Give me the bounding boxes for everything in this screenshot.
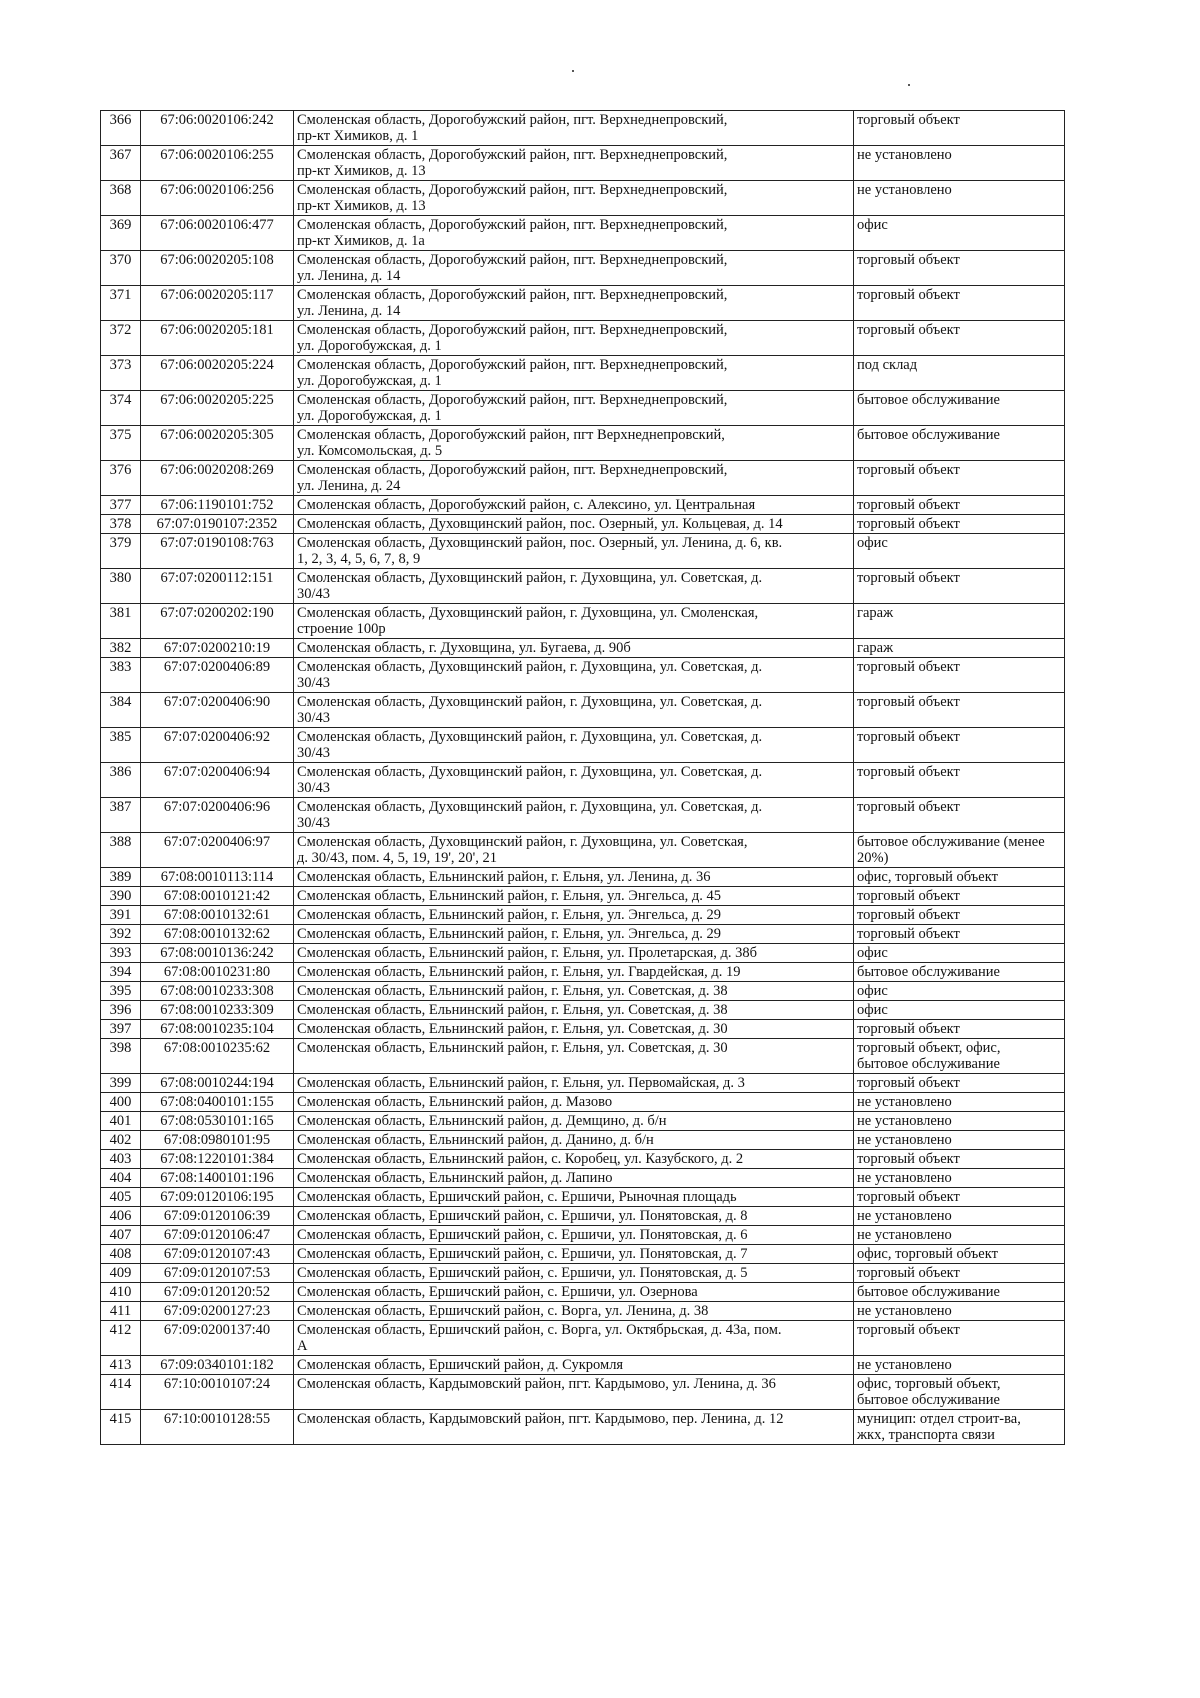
table-row [101,426,1065,461]
usage-type: бытовое обслуживание (менее 20%) [854,833,1065,868]
address: Смоленская область, Дорогобужский район, пгт. Верхнеднепровский, пр-кт Химиков, д. 13 [294,181,854,216]
row-number: 392 [101,925,141,944]
table-row [101,1150,1065,1169]
address: Смоленская область, Духовщинский район, пос. Озерный, ул. Ленина, д. 6, кв. 1, 2, 3, 4, 5, 6, 7, 8, 9 [294,534,854,569]
address: Смоленская область, Духовщинский район, г. Духовщина, ул. Советская, д. 30/43, пом. 4, 5, 19, 19', 20', 21 [294,833,854,868]
cadastral-number: 67:08:0400101:155 [141,1093,294,1112]
row-number: 366 [101,111,141,146]
row-number: 385 [101,728,141,763]
row-number: 386 [101,763,141,798]
row-number: 405 [101,1188,141,1207]
table-row [101,639,1065,658]
row-number: 407 [101,1226,141,1245]
cadastral-number: 67:07:0200406:97 [141,833,294,868]
address: Смоленская область, Дорогобужский район, пгт Верхнеднепровский, ул. Комсомольская, д. 5 [294,426,854,461]
row-number: 387 [101,798,141,833]
usage-type: офис [854,1001,1065,1020]
table-row [101,1188,1065,1207]
cadastral-number: 67:06:1190101:752 [141,496,294,515]
table-row [101,1410,1065,1445]
row-number: 403 [101,1150,141,1169]
cadastral-number: 67:08:0010233:309 [141,1001,294,1020]
address: Смоленская область, Ершичский район, с. Ершичи, ул. Понятовская, д. 7 [294,1245,854,1264]
address: Смоленская область, Ершичский район, д. Сукромля [294,1356,854,1375]
table-row [101,1039,1065,1074]
address: Смоленская область, Духовщинский район, г. Духовщина, ул. Советская, д. 30/43 [294,658,854,693]
row-number: 410 [101,1283,141,1302]
row-number: 394 [101,963,141,982]
address: Смоленская область, Ельнинский район, г. Ельня, ул. Советская, д. 30 [294,1039,854,1074]
cadastral-number: 67:08:1400101:196 [141,1169,294,1188]
table-row [101,1356,1065,1375]
address: Смоленская область, г. Духовщина, ул. Бугаева, д. 90б [294,639,854,658]
usage-type: торговый объект [854,569,1065,604]
row-number: 373 [101,356,141,391]
table-row [101,798,1065,833]
table-row [101,982,1065,1001]
table-row [101,181,1065,216]
cadastral-number: 67:06:0020106:255 [141,146,294,181]
cadastral-number: 67:07:0200210:19 [141,639,294,658]
table-row [101,1112,1065,1131]
usage-type: торговый объект [854,461,1065,496]
address: Смоленская область, Ельнинский район, г. Ельня, ул. Энгельса, д. 45 [294,887,854,906]
usage-type: торговый объект [854,515,1065,534]
address: Смоленская область, Духовщинский район, г. Духовщина, ул. Советская, д. 30/43 [294,763,854,798]
row-number: 397 [101,1020,141,1039]
row-number: 367 [101,146,141,181]
usage-type: не установлено [854,1226,1065,1245]
table-row [101,963,1065,982]
table-row [101,887,1065,906]
usage-type: не установлено [854,1112,1065,1131]
cadastral-number: 67:06:0020208:269 [141,461,294,496]
cadastral-number: 67:08:0010136:242 [141,944,294,963]
table-row [101,251,1065,286]
table-row [101,515,1065,534]
address: Смоленская область, Ельнинский район, г. Ельня, ул. Советская, д. 38 [294,982,854,1001]
address: Смоленская область, Духовщинский район, г. Духовщина, ул. Советская, д. 30/43 [294,569,854,604]
cadastral-number: 67:08:0010132:61 [141,906,294,925]
cadastral-number: 67:09:0120120:52 [141,1283,294,1302]
row-number: 388 [101,833,141,868]
table-row [101,944,1065,963]
table-row [101,1264,1065,1283]
address: Смоленская область, Ершичский район, с. Ершичи, ул. Понятовская, д. 8 [294,1207,854,1226]
row-number: 406 [101,1207,141,1226]
row-number: 412 [101,1321,141,1356]
usage-type: под склад [854,356,1065,391]
row-number: 376 [101,461,141,496]
row-number: 371 [101,286,141,321]
cadastral-number: 67:06:0020205:224 [141,356,294,391]
cadastral-number: 67:06:0020205:108 [141,251,294,286]
row-number: 377 [101,496,141,515]
table-row [101,1074,1065,1093]
usage-type: бытовое обслуживание [854,426,1065,461]
cadastral-number: 67:08:0980101:95 [141,1131,294,1150]
row-number: 409 [101,1264,141,1283]
usage-type: гараж [854,639,1065,658]
row-number: 382 [101,639,141,658]
table-row [101,728,1065,763]
address: Смоленская область, Ельнинский район, г. Ельня, ул. Энгельса, д. 29 [294,906,854,925]
row-number: 383 [101,658,141,693]
usage-type: торговый объект [854,1020,1065,1039]
cadastral-number: 67:08:0010235:104 [141,1020,294,1039]
row-number: 368 [101,181,141,216]
address: Смоленская область, Ельнинский район, г. Ельня, ул. Энгельса, д. 29 [294,925,854,944]
cadastral-number: 67:08:0010231:80 [141,963,294,982]
row-number: 400 [101,1093,141,1112]
row-number: 370 [101,251,141,286]
cadastral-number: 67:07:0200202:190 [141,604,294,639]
cadastral-number: 67:08:0010244:194 [141,1074,294,1093]
row-number: 398 [101,1039,141,1074]
address: Смоленская область, Ельнинский район, г. Ельня, ул. Советская, д. 30 [294,1020,854,1039]
table-row [101,461,1065,496]
usage-type: бытовое обслуживание [854,391,1065,426]
row-number: 415 [101,1410,141,1445]
table-row [101,906,1065,925]
address: Смоленская область, Ельнинский район, д. Данино, д. б/н [294,1131,854,1150]
table-row [101,286,1065,321]
usage-type: бытовое обслуживание [854,1283,1065,1302]
cadastral-number: 67:06:0020106:256 [141,181,294,216]
table-row [101,604,1065,639]
address: Смоленская область, Ершичский район, с. Ворга, ул. Ленина, д. 38 [294,1302,854,1321]
table-row [101,1321,1065,1356]
usage-type: не установлено [854,1093,1065,1112]
address: Смоленская область, Дорогобужский район, с. Алексино, ул. Центральная [294,496,854,515]
table-row [101,1131,1065,1150]
table-row [101,111,1065,146]
usage-type: офис, торговый объект, бытовое обслуживание [854,1375,1065,1410]
usage-type: офис, торговый объект [854,868,1065,887]
row-number: 378 [101,515,141,534]
address: Смоленская область, Кардымовский район, пгт. Кардымово, ул. Ленина, д. 36 [294,1375,854,1410]
row-number: 413 [101,1356,141,1375]
row-number: 372 [101,321,141,356]
address: Смоленская область, Духовщинский район, г. Духовщина, ул. Советская, д. 30/43 [294,693,854,728]
table-row [101,1283,1065,1302]
table-row [101,496,1065,515]
usage-type: бытовое обслуживание [854,963,1065,982]
row-number: 399 [101,1074,141,1093]
address: Смоленская область, Ельнинский район, д. Демщино, д. б/н [294,1112,854,1131]
address: Смоленская область, Дорогобужский район, пгт. Верхнеднепровский, ул. Дорогобужская, д. 1 [294,391,854,426]
table-row [101,391,1065,426]
usage-type: торговый объект [854,251,1065,286]
usage-type: торговый объект [854,887,1065,906]
row-number: 414 [101,1375,141,1410]
address: Смоленская область, Дорогобужский район, пгт. Верхнеднепровский, пр-кт Химиков, д. 13 [294,146,854,181]
table-row [101,1226,1065,1245]
cadastral-number: 67:08:0010233:308 [141,982,294,1001]
table-row [101,1093,1065,1112]
usage-type: офис, торговый объект [854,1245,1065,1264]
address: Смоленская область, Ельнинский район, г. Ельня, ул. Гвардейская, д. 19 [294,963,854,982]
cadastral-number: 67:06:0020205:117 [141,286,294,321]
address: Смоленская область, Духовщинский район, пос. Озерный, ул. Кольцевая, д. 14 [294,515,854,534]
cadastral-number: 67:07:0200406:96 [141,798,294,833]
usage-type: не установлено [854,1356,1065,1375]
usage-type: торговый объект, офис, бытовое обслуживание [854,1039,1065,1074]
row-number: 381 [101,604,141,639]
cadastral-number: 67:09:0200127:23 [141,1302,294,1321]
cadastral-number: 67:07:0200406:90 [141,693,294,728]
usage-type: не установлено [854,1302,1065,1321]
address: Смоленская область, Дорогобужский район, пгт. Верхнеднепровский, ул. Дорогобужская, д. 1 [294,321,854,356]
row-number: 393 [101,944,141,963]
address: Смоленская область, Дорогобужский район, пгт. Верхнеднепровский, пр-кт Химиков, д. 1 [294,111,854,146]
address: Смоленская область, Кардымовский район, пгт. Кардымово, пер. Ленина, д. 12 [294,1410,854,1445]
table-row [101,1001,1065,1020]
usage-type: торговый объект [854,111,1065,146]
cadastral-number: 67:10:0010107:24 [141,1375,294,1410]
address: Смоленская область, Дорогобужский район, пгт. Верхнеднепровский, пр-кт Химиков, д. 1а [294,216,854,251]
address: Смоленская область, Духовщинский район, г. Духовщина, ул. Смоленская, строение 100р [294,604,854,639]
table-row [101,356,1065,391]
row-number: 391 [101,906,141,925]
row-number: 375 [101,426,141,461]
usage-type: гараж [854,604,1065,639]
usage-type: не установлено [854,1207,1065,1226]
address: Смоленская область, Духовщинский район, г. Духовщина, ул. Советская, д. 30/43 [294,728,854,763]
address: Смоленская область, Дорогобужский район, пгт. Верхнеднепровский, ул. Ленина, д. 14 [294,286,854,321]
table-row [101,1245,1065,1264]
address: Смоленская область, Ельнинский район, г. Ельня, ул. Первомайская, д. 3 [294,1074,854,1093]
usage-type: офис [854,216,1065,251]
cadastral-number: 67:09:0200137:40 [141,1321,294,1356]
table-row [101,868,1065,887]
cadastral-number: 67:07:0200406:94 [141,763,294,798]
address: Смоленская область, Дорогобужский район, пгт. Верхнеднепровский, ул. Дорогобужская, д. 1 [294,356,854,391]
cadastral-number: 67:09:0120106:195 [141,1188,294,1207]
cadastral-number: 67:07:0200112:151 [141,569,294,604]
usage-type: офис [854,944,1065,963]
usage-type: не установлено [854,1131,1065,1150]
cadastral-number: 67:08:0010121:42 [141,887,294,906]
cadastral-number: 67:07:0190107:2352 [141,515,294,534]
cadastral-number: 67:08:0530101:165 [141,1112,294,1131]
address: Смоленская область, Духовщинский район, г. Духовщина, ул. Советская, д. 30/43 [294,798,854,833]
usage-type: торговый объект [854,1150,1065,1169]
registry-table [100,110,1065,1445]
table-row [101,216,1065,251]
address: Смоленская область, Ельнинский район, г. Ельня, ул. Пролетарская, д. 38б [294,944,854,963]
usage-type: торговый объект [854,1074,1065,1093]
row-number: 395 [101,982,141,1001]
address: Смоленская область, Дорогобужский район, пгт. Верхнеднепровский, ул. Ленина, д. 24 [294,461,854,496]
usage-type: торговый объект [854,1321,1065,1356]
usage-type: офис [854,534,1065,569]
row-number: 374 [101,391,141,426]
address: Смоленская область, Ершичский район, с. Ворга, ул. Октябрьская, д. 43а, пом. А [294,1321,854,1356]
usage-type: не установлено [854,1169,1065,1188]
address: Смоленская область, Ершичский район, с. Ершичи, ул. Понятовская, д. 5 [294,1264,854,1283]
scan-speck [572,70,574,72]
table-row [101,1207,1065,1226]
cadastral-number: 67:06:0020106:477 [141,216,294,251]
address: Смоленская область, Дорогобужский район, пгт. Верхнеднепровский, ул. Ленина, д. 14 [294,251,854,286]
table-row [101,569,1065,604]
usage-type: торговый объект [854,286,1065,321]
row-number: 396 [101,1001,141,1020]
usage-type: не установлено [854,146,1065,181]
table-row [101,693,1065,728]
usage-type: не установлено [854,181,1065,216]
row-number: 369 [101,216,141,251]
row-number: 411 [101,1302,141,1321]
cadastral-number: 67:06:0020205:181 [141,321,294,356]
table-row [101,1020,1065,1039]
table-row [101,658,1065,693]
usage-type: торговый объект [854,321,1065,356]
table-row [101,146,1065,181]
cadastral-number: 67:09:0340101:182 [141,1356,294,1375]
row-number: 384 [101,693,141,728]
usage-type: торговый объект [854,693,1065,728]
cadastral-number: 67:10:0010128:55 [141,1410,294,1445]
address: Смоленская область, Ельнинский район, д. Мазово [294,1093,854,1112]
row-number: 380 [101,569,141,604]
usage-type: торговый объект [854,496,1065,515]
usage-type: торговый объект [854,658,1065,693]
table-row [101,833,1065,868]
address: Смоленская область, Ельнинский район, д. Лапино [294,1169,854,1188]
cadastral-number: 67:06:0020205:225 [141,391,294,426]
row-number: 408 [101,1245,141,1264]
cadastral-number: 67:06:0020205:305 [141,426,294,461]
usage-type: торговый объект [854,798,1065,833]
cadastral-number: 67:07:0200406:89 [141,658,294,693]
row-number: 379 [101,534,141,569]
address: Смоленская область, Ершичский район, с. Ершичи, Рыночная площадь [294,1188,854,1207]
usage-type: торговый объект [854,1264,1065,1283]
table-row [101,763,1065,798]
usage-type: муницип: отдел строит-ва, жкх, транспорта связи [854,1410,1065,1445]
cadastral-number: 67:08:0010132:62 [141,925,294,944]
row-number: 390 [101,887,141,906]
cadastral-number: 67:07:0190108:763 [141,534,294,569]
address: Смоленская область, Ельнинский район, г. Ельня, ул. Советская, д. 38 [294,1001,854,1020]
address: Смоленская область, Ельнинский район, с. Коробец, ул. Казубского, д. 2 [294,1150,854,1169]
cadastral-number: 67:09:0120106:39 [141,1207,294,1226]
table-row [101,1375,1065,1410]
usage-type: торговый объект [854,906,1065,925]
row-number: 389 [101,868,141,887]
cadastral-number: 67:09:0120106:47 [141,1226,294,1245]
address: Смоленская область, Ельнинский район, г. Ельня, ул. Ленина, д. 36 [294,868,854,887]
usage-type: торговый объект [854,763,1065,798]
table-row [101,925,1065,944]
address: Смоленская область, Ершичский район, с. Ершичи, ул. Озернова [294,1283,854,1302]
row-number: 404 [101,1169,141,1188]
usage-type: торговый объект [854,728,1065,763]
cadastral-number: 67:08:1220101:384 [141,1150,294,1169]
row-number: 401 [101,1112,141,1131]
cadastral-number: 67:09:0120107:53 [141,1264,294,1283]
table-row [101,534,1065,569]
cadastral-number: 67:08:0010113:114 [141,868,294,887]
usage-type: торговый объект [854,925,1065,944]
registry-body [101,111,1065,1445]
scan-speck [908,84,910,86]
cadastral-number: 67:06:0020106:242 [141,111,294,146]
table-row [101,1169,1065,1188]
address: Смоленская область, Ершичский район, с. Ершичи, ул. Понятовская, д. 6 [294,1226,854,1245]
usage-type: офис [854,982,1065,1001]
row-number: 402 [101,1131,141,1150]
table-row [101,1302,1065,1321]
cadastral-number: 67:07:0200406:92 [141,728,294,763]
table-row [101,321,1065,356]
cadastral-number: 67:09:0120107:43 [141,1245,294,1264]
usage-type: торговый объект [854,1188,1065,1207]
cadastral-number: 67:08:0010235:62 [141,1039,294,1074]
